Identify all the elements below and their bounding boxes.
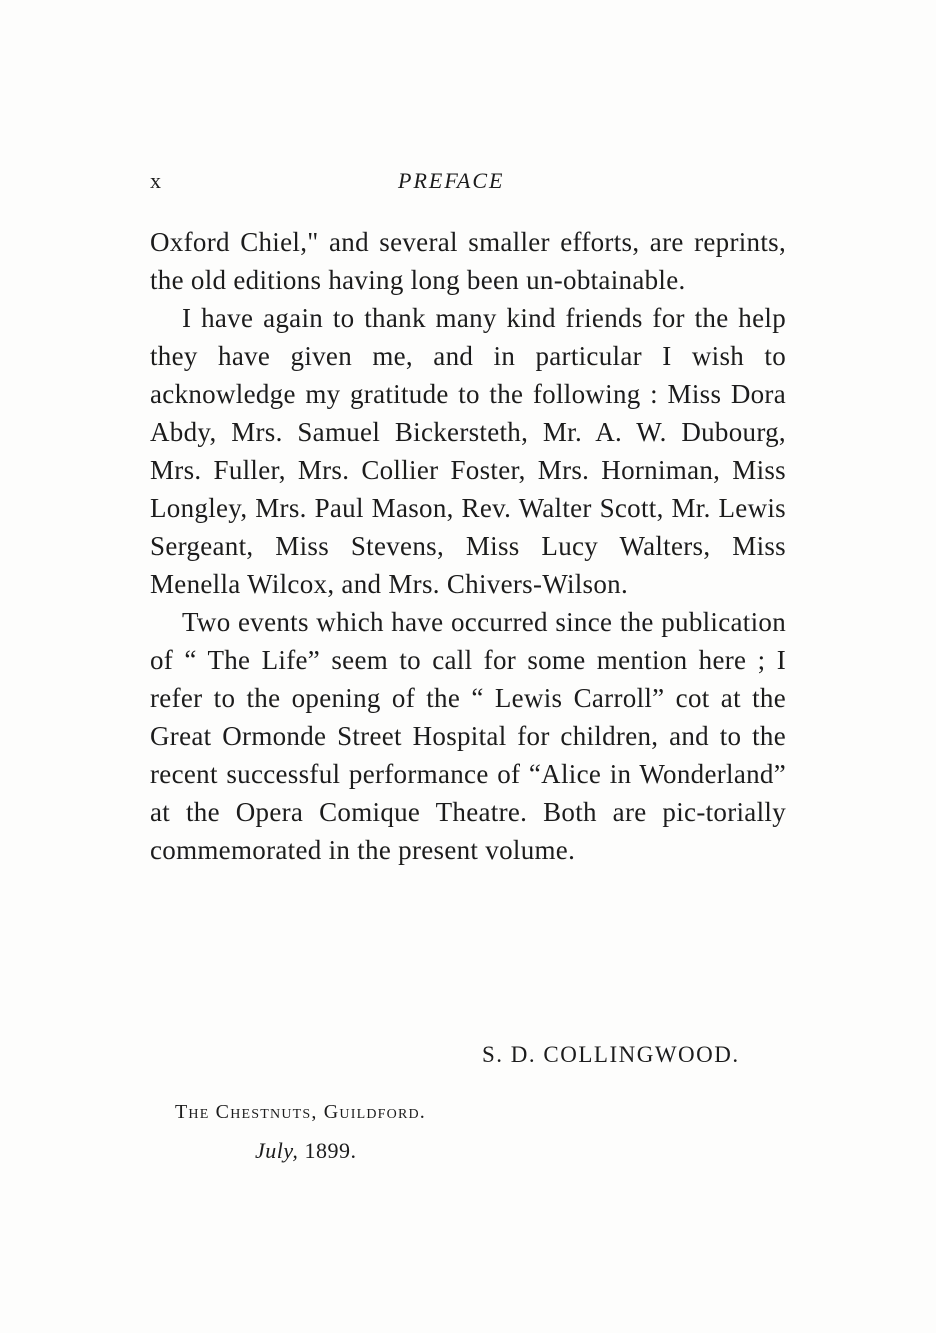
date-month: July,	[255, 1138, 299, 1163]
header-title: PREFACE	[398, 168, 505, 193]
preface-date	[255, 1138, 356, 1164]
paragraph-continuation: Oxford Chiel," and several smaller efforts, are reprints, the old editions having long been un-obtainable.	[150, 227, 786, 295]
paragraph-acknowledgements: I have again to thank many kind friends for the help they have given me, and in particular I wish to acknowledge my gratitude to the following : Miss Dora Abdy, Mrs. Samuel Bickersteth, Mr. A. W. Dubourg, Mrs. Fuller, Mrs. Collier Foster, Mrs. Horniman, Miss Longley, Mrs. Paul Mason, Rev. Walter Scott, Mr. Lewis Sergeant, Miss Stevens, Miss Lucy Walters, Miss Menella Wilcox, and Mrs. Chivers-Wilson.	[150, 303, 786, 599]
author-signature: S. D. COLLINGWOOD.	[482, 1042, 740, 1067]
page-number: x	[150, 168, 162, 193]
running-head	[150, 168, 786, 200]
preface-body	[150, 223, 786, 869]
date-year: 1899.	[304, 1138, 357, 1163]
paragraph-events: Two events which have occurred since the publication of “ The Life” seem to call for some mention here ; I refer to the opening of the “ Lewis Carroll” cot at the Great Ormonde Street Hospital for children, and to the recent successful performance of “Alice in Wonderland” at the Opera Comique Theatre. Both are pic-torially commemorated in the present volume.	[150, 607, 786, 865]
author-address: The Chestnuts, Guildford.	[175, 1101, 426, 1123]
